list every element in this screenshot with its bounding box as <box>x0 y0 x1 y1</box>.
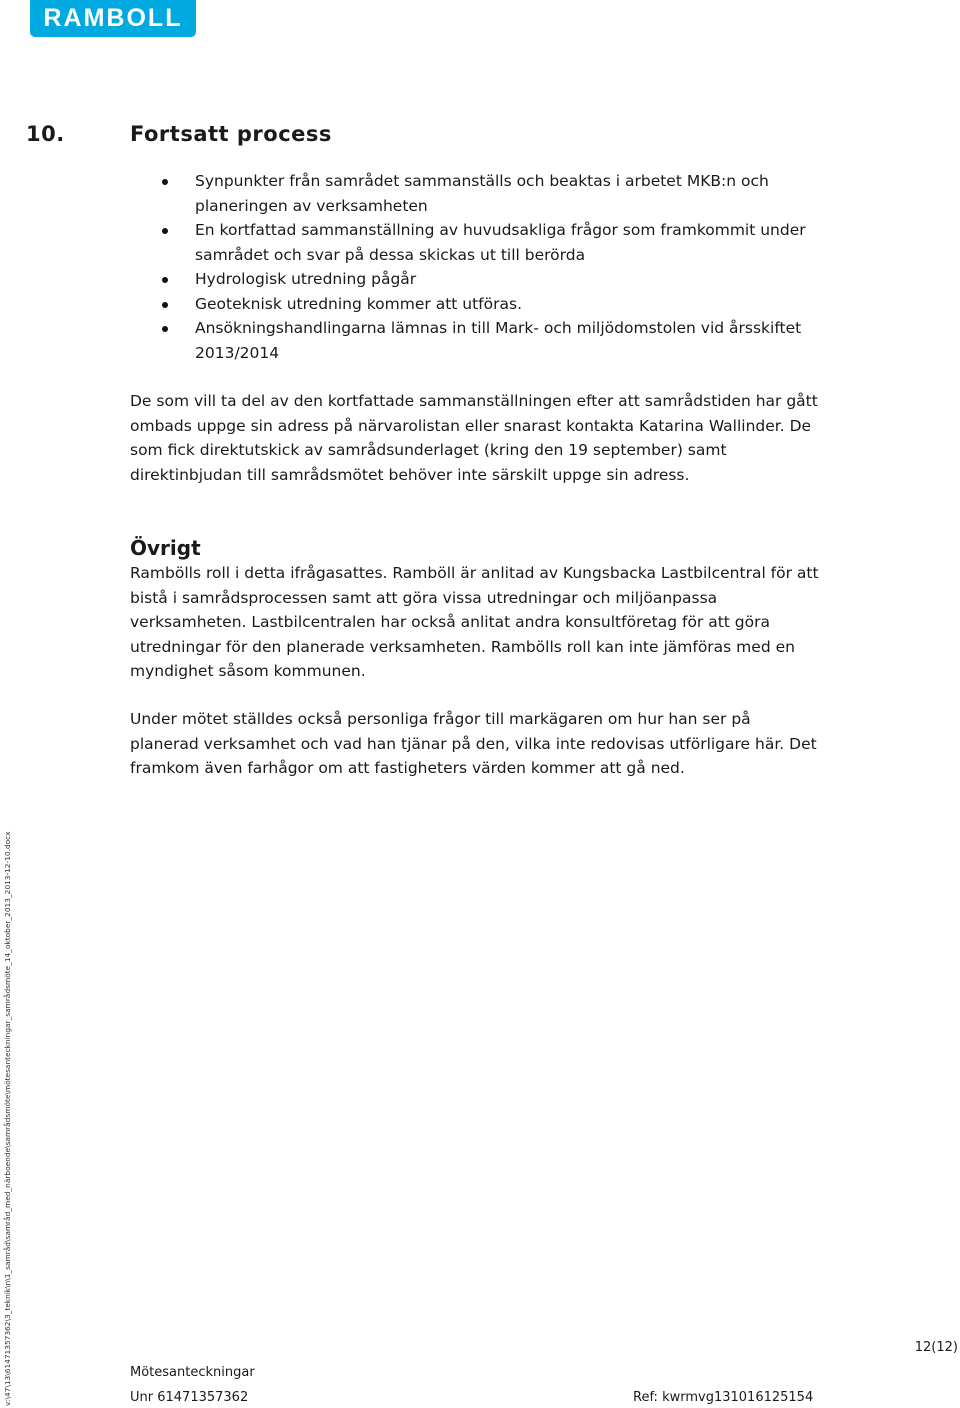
footer-unr: Unr 61471357362 <box>130 1390 249 1405</box>
bullet-item <box>160 267 820 292</box>
bullet-dot-icon <box>162 277 168 283</box>
ovrigt-heading: Övrigt <box>130 536 201 560</box>
bullet-list <box>160 169 820 365</box>
bullet-dot-icon <box>162 326 168 332</box>
paragraph-questions: Under mötet ställdes också personliga frågor till markägaren om hur han ser på planerad verksamhet och vad han tjänar på den, vilka inte redovisas utförligare här. Det framkom även farhågor om att fastigheters värden kommer att gå ned. <box>130 710 817 777</box>
bullet-text: Synpunkter från samrådet sammanställs och beaktas i arbetet MKB:n och planeringen av verksamheten <box>195 172 769 215</box>
bullet-item <box>160 218 820 267</box>
page-number: 12(12) <box>914 1340 958 1355</box>
file-path-text: v:\47\13\61471357362\3_teknik\n\1_samråd\samråd_med_närboende\samrådsmöte\mötesanteckningar_samrådsmöte_14_oktober_2013_2013-12-10.docx <box>3 831 12 1406</box>
bullet-text: En kortfattad sammanställning av huvudsakliga frågor som framkommit under samrådet och svar på dessa skickas ut till berörda <box>195 221 806 264</box>
bullet-item <box>160 292 820 317</box>
bullet-text: Hydrologisk utredning pågår <box>195 270 417 288</box>
paragraph-ovrigt: Rambölls roll i detta ifrågasattes. Ramböll är anlitad av Kungsbacka Lastbilcentral för att bistå i samrådsprocessen samt att göra vissa utredningar och miljöanpassa verksamheten. Lastbilcentralen har också anlitat andra konsultföretag för att göra utredningar för den planerade verksamheten. Rambölls roll kan inte jämföras med en myndighet såsom kommunen. <box>130 564 819 680</box>
bullet-dot-icon <box>162 302 168 308</box>
section-title: Fortsatt process <box>130 122 332 146</box>
bullet-text: Ansökningshandlingarna lämnas in till Mark- och miljödomstolen vid årsskiftet 2013/2014 <box>195 319 802 362</box>
sidebar-file-path <box>2 806 14 1406</box>
section-number: 10. <box>26 122 65 146</box>
bullet-item <box>160 169 820 218</box>
bullet-text: Geoteknisk utredning kommer att utföras. <box>195 294 522 313</box>
ramboll-logo: RAMBOLL <box>30 0 196 37</box>
bullet-dot-icon <box>162 228 168 234</box>
paragraph-distribution: De som vill ta del av den kortfattade sammanställningen efter att samrådstiden har gått ombads uppge sin adress på närvarolistan eller snarast kontakta Katarina Wallinder. De som fick direktutskick av samrådsunderlaget (kring den 19 september) samt direktinbjudan till samrådsmötet behöver inte särskilt uppge sin adress. <box>130 392 818 484</box>
footer-document-type: Mötesanteckningar <box>130 1365 255 1380</box>
bullet-dot-icon <box>162 179 168 185</box>
footer-ref: Ref: kwrmvg131016125154 <box>633 1390 814 1405</box>
bullet-item <box>160 316 820 365</box>
